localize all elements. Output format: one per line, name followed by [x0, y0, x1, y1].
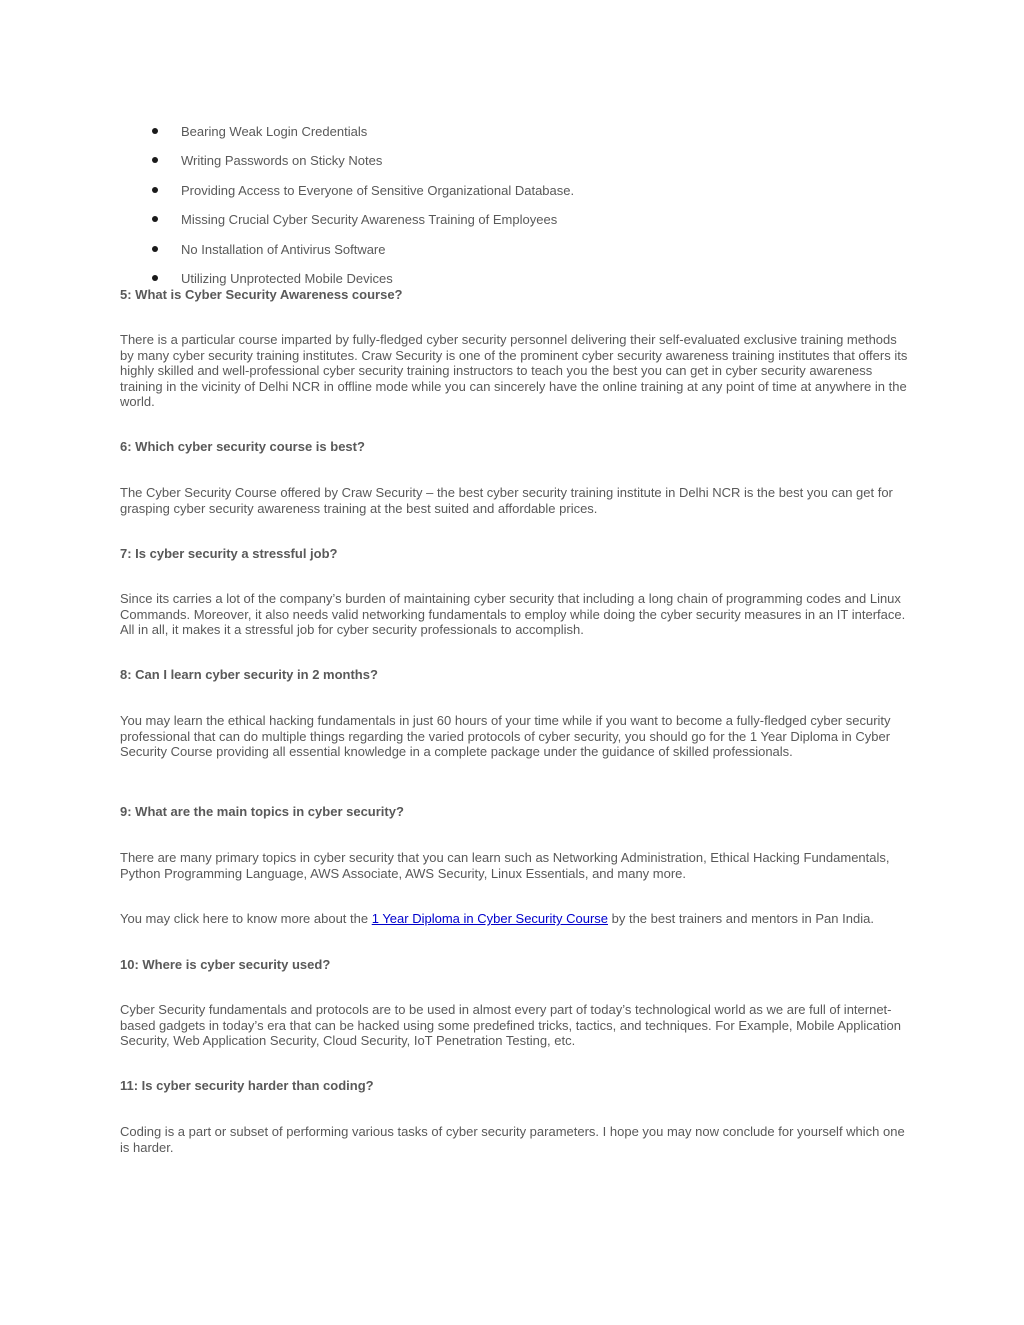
question-6-heading: 6: Which cyber security course is best?	[120, 439, 365, 454]
bullet-icon	[152, 216, 158, 222]
bullet-icon	[152, 157, 158, 163]
bullet-icon	[152, 246, 158, 252]
diploma-link-paragraph	[120, 911, 910, 927]
bullet-icon	[152, 128, 158, 134]
list-item-text: Providing Access to Everyone of Sensitive Organizational Database.	[181, 182, 575, 198]
list-item-text: Bearing Weak Login Credentials	[181, 124, 368, 139]
answer-5-paragraph: There is a particular course imparted by fully-fledged cyber security personnel delivering their self-evaluated exclusive training methods by many cyber security training institutes. Craw Security is one of the prominent cyber security awareness training institutes that offers its highly skilled and well-professional cyber security training instructors to teach you the best you can get in cyber security awareness training in the vicinity of Delhi NCR in offline mode while you can sincerely have the online training at any point of time at anywhere in the world.	[120, 332, 908, 410]
bullet-icon	[152, 187, 158, 193]
answer-8-paragraph: You may learn the ethical hacking fundamentals in just 60 hours of your time while if you want to become a fully-fledged cyber security professional that can do multiple things regarding the varied protocols of cyber security, you should go for the 1 Year Diploma in Cyber Security Course providing all essential knowledge in a complete package under the guidance of skilled professionals.	[120, 713, 891, 760]
answer-7-paragraph: Since its carries a lot of the company’s burden of maintaining cyber security that including a long chain of programming codes and Linux Commands. Moreover, it also needs valid networking fundamentals to employ while doing the cyber security measures in an IT interface. All in all, it makes it a stressful job for cyber security professionals to accomplish.	[120, 591, 906, 638]
question-7-heading: 7: Is cyber security a stressful job?	[120, 546, 338, 561]
answer-10-paragraph: Cyber Security fundamentals and protocols are to be used in almost every part of today’s technological world as we are full of internet-based gadgets in today’s era that can be hacked using some predefined tricks, tactics, and techniques. For Example, Mobile Application Security, Web Application Security, Cloud Security, IoT Penetration Testing, etc.	[120, 1002, 901, 1049]
bullet-icon	[152, 275, 158, 281]
list-item	[120, 242, 920, 271]
answer-6-paragraph: The Cyber Security Course offered by Craw Security – the best cyber security training institute in Delhi NCR is the best you can get for grasping cyber security awareness training at the best suited and affordable prices.	[120, 485, 893, 516]
diploma-course-link[interactable]: 1 Year Diploma in Cyber Security Course	[371, 911, 608, 926]
list-item	[120, 124, 920, 153]
list-item-text: No Installation of Antivirus Software	[181, 241, 386, 257]
link-lead-text: You may click here to know more about the	[120, 911, 372, 926]
answer-11-paragraph: Coding is a part or subset of performing various tasks of cyber security parameters. I hope you may now conclude for yourself which one is harder.	[120, 1124, 905, 1155]
list-item-text: Utilizing Unprotected Mobile Devices	[181, 270, 393, 286]
list-item-text: Writing Passwords on Sticky Notes	[181, 153, 383, 169]
question-5-heading: 5: What is Cyber Security Awareness course?	[120, 287, 403, 302]
list-item	[120, 153, 920, 182]
list-item	[120, 271, 920, 287]
question-9-heading: 9: What are the main topics in cyber security?	[120, 804, 404, 819]
answer-9-paragraph: There are many primary topics in cyber security that you can learn such as Networking Administration, Ethical Hacking Fundamentals, Python Programming Language, AWS Associate, AWS Security, Linux Essentials, and many more.	[120, 850, 890, 881]
list-item-text: Missing Crucial Cyber Security Awareness Training of Employees	[181, 212, 558, 228]
question-10-heading: 10: Where is cyber security used?	[120, 957, 331, 972]
list-item	[120, 183, 920, 212]
link-trail-text: by the best trainers and mentors in Pan India.	[608, 911, 874, 926]
question-8-heading: 8: Can I learn cyber security in 2 months?	[120, 667, 378, 682]
risk-bullet-list	[120, 124, 920, 287]
list-item	[120, 212, 920, 241]
question-11-heading: 11: Is cyber security harder than coding?	[120, 1078, 374, 1093]
